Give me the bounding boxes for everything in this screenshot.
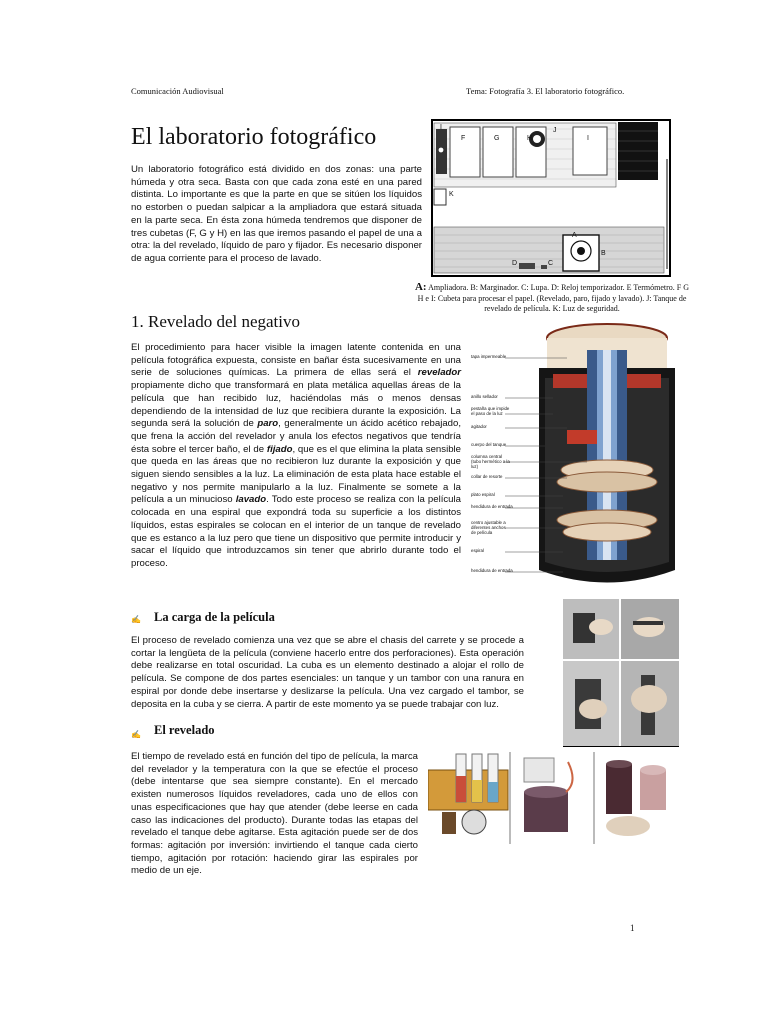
floorplan-letter-b: B (601, 250, 606, 257)
tank-label-hendidura-2: hendidura de entrada (471, 568, 513, 573)
keyword-lavado: lavado (235, 494, 267, 506)
header-left: Comunicación Audiovisual (131, 86, 224, 96)
floorplan-letter-k: K (449, 191, 454, 198)
tank-label-pestana: pestaña que impide el paso de la luz (471, 406, 510, 416)
floorplan-letter-i: I (440, 124, 442, 131)
tank-label-centro: centro ajustable a diferentes anchos de película (471, 520, 506, 535)
tank-label-plato: plato espiral (471, 492, 495, 497)
tank-label-tapa: tapa impermeable (471, 354, 507, 359)
section2-heading: La carga de la película (154, 610, 275, 624)
pencil-icon: ✍ (131, 615, 141, 624)
keyword-paro: paro (257, 418, 279, 430)
floorplan-letter-f: F (461, 135, 466, 142)
s1-text-3: , generalmente un ácido acético rebajado, que frena la acción del revelador y anula los efectos negativos que tendría ésta sobre el tercer baño, el de (131, 418, 462, 455)
floorplan-letter-d: D (512, 260, 518, 267)
tank-label-collar: collar de resorte (471, 474, 503, 479)
section3-paragraph: El tiempo de revelado está en función del tipo de película, la marca del revelador y la temperatura con la que se efectúe el proceso (debe intentarse que sea siempre constante). En el mercado existen numerosos líquidos reveladores, cada uno de ellos con unas especificaciones que hay que atender (debe leerse en cada caso las indicaciones del producto). Durante todas las etapas del revelado el tanque debe agitarse. Esta agitación puede ser de dos formas: agitación por inversión: invirtiendo el tanque cada cierto tiempo, agitación por rotación: haciendo girar las espirales por medio de un eje. (131, 751, 418, 877)
s1-text-1: El procedimiento para hacer visible la imagen latente contenida en una película fotográfica expuesta, consiste en bañar ésta sucesivamente en una serie de soluciones químicas. La primera de ellas será el (131, 342, 461, 379)
tank-label-anillo: anillo sellador (471, 394, 498, 399)
intro-paragraph: Un laboratorio fotográfico está dividido en dos zonas: una parte húmeda y otra seca. Basta con que cada zona esté en una pared distinta. Lo importante es que la parte en que se sitúen los líquidos no estorben o puedan salpicar a la ampliadora que estará situada en la parte seca. En ésta zona húmeda tendremos que disponer de tres cubetas (F, G y H) en las que iremos pasando el papel de una a otra: la del revelado, líquido de paro y fijador. Es necesario disponer de agua corriente para el proceso de lavado. (131, 164, 422, 264)
keyword-fijado: fijado (266, 443, 293, 455)
floorplan-letter-i2: I (587, 135, 589, 142)
floorplan-letter-a: A (572, 232, 577, 239)
section3-heading: El revelado (154, 723, 215, 737)
page-title: El laboratorio fotográfico (131, 124, 377, 150)
page-number: 1 (630, 923, 635, 933)
floorplan-letter-j: J (553, 127, 557, 134)
floorplan-letter-c: C (548, 260, 554, 267)
section1-heading: 1. Revelado del negativo (131, 312, 301, 331)
caption-lead: A: (414, 281, 427, 293)
tank-label-espiral: espiral (471, 548, 484, 553)
film-loading-photos (563, 599, 679, 747)
caption-text: Ampliadora. B: Marginador. C: Lupa. D: Reloj temporizador. E Termómetro. F G H e I: Cubeta para procesar el papel. (Revelado, paro, fijado y lavado). J: Tanque de revelado de película. K: Luz de seguridad. (417, 283, 690, 314)
header-right: Tema: Fotografía 3. El laboratorio fotográfico. (466, 86, 625, 96)
pencil-icon-2: ✍ (131, 730, 141, 739)
tank-label-hendidura: hendidura de entrada (471, 504, 513, 509)
tank-label-agitador: agitador (471, 424, 487, 429)
section1-paragraph (131, 342, 461, 571)
tank-label-cuerpo: cuerpo del tanque (471, 442, 507, 447)
floorplan-letter-h: H (527, 135, 533, 142)
floorplan-caption (412, 282, 692, 315)
developing-tank-diagram (467, 320, 685, 588)
developing-illustrations (428, 752, 676, 844)
floorplan-letter-g: G (494, 135, 500, 142)
section2-paragraph: El proceso de revelado comienza una vez que se abre el chasis del carrete y se procede a cortar la lengüeta de la película (conviene hacerlo entre dos perforaciones). Esta operación debe realizarse en total oscuridad. La cuba es un elemento destinado a alojar el rollo de película. Se compone de dos partes esenciales: un tanque y un tambor con una ranura en espiral por donde debe insertarse y deslizarse la película. Una vez cargado el tambor, se deposita en la cuba y se cierra. A partir de este momento ya se puede trabajar con luz. (131, 635, 524, 710)
tank-label-columna: columna central (tubo hermético a la luz) (471, 454, 510, 469)
keyword-revelador: revelador (417, 367, 461, 379)
s1-text-4: , que es el que elimina la plata sensible que queda en las áreas que no recibieron luz durante la exposición y que siguen siendo sensibles a la luz. La eliminación de esta plata hace estable el negativo y nos permite manipularlo a la luz. Finalmente se somete a la película a un minucioso (131, 443, 461, 506)
s1-text-2: propiamente dicho que transformará en plata metálica aquellas áreas de la película que han recibido luz, haciéndolas más o menos densas dependiendo de la intensidad de luz que recibiera durante la exposición. La segunda será la solución de (131, 380, 461, 430)
s1-text-5: . Todo este proceso se realiza con la película colocada en una espiral que expondrá toda su superficie a los distintos líquidos, estas espirales se colocan en el interior de un tanque de revelado que es estanco a la luz pero que tiene un dispositivo que permite introducir y sacar el líquido que introduzcamos sin tener que abrirlo durante todo el proceso. (131, 494, 461, 569)
lab-floorplan (431, 119, 671, 277)
